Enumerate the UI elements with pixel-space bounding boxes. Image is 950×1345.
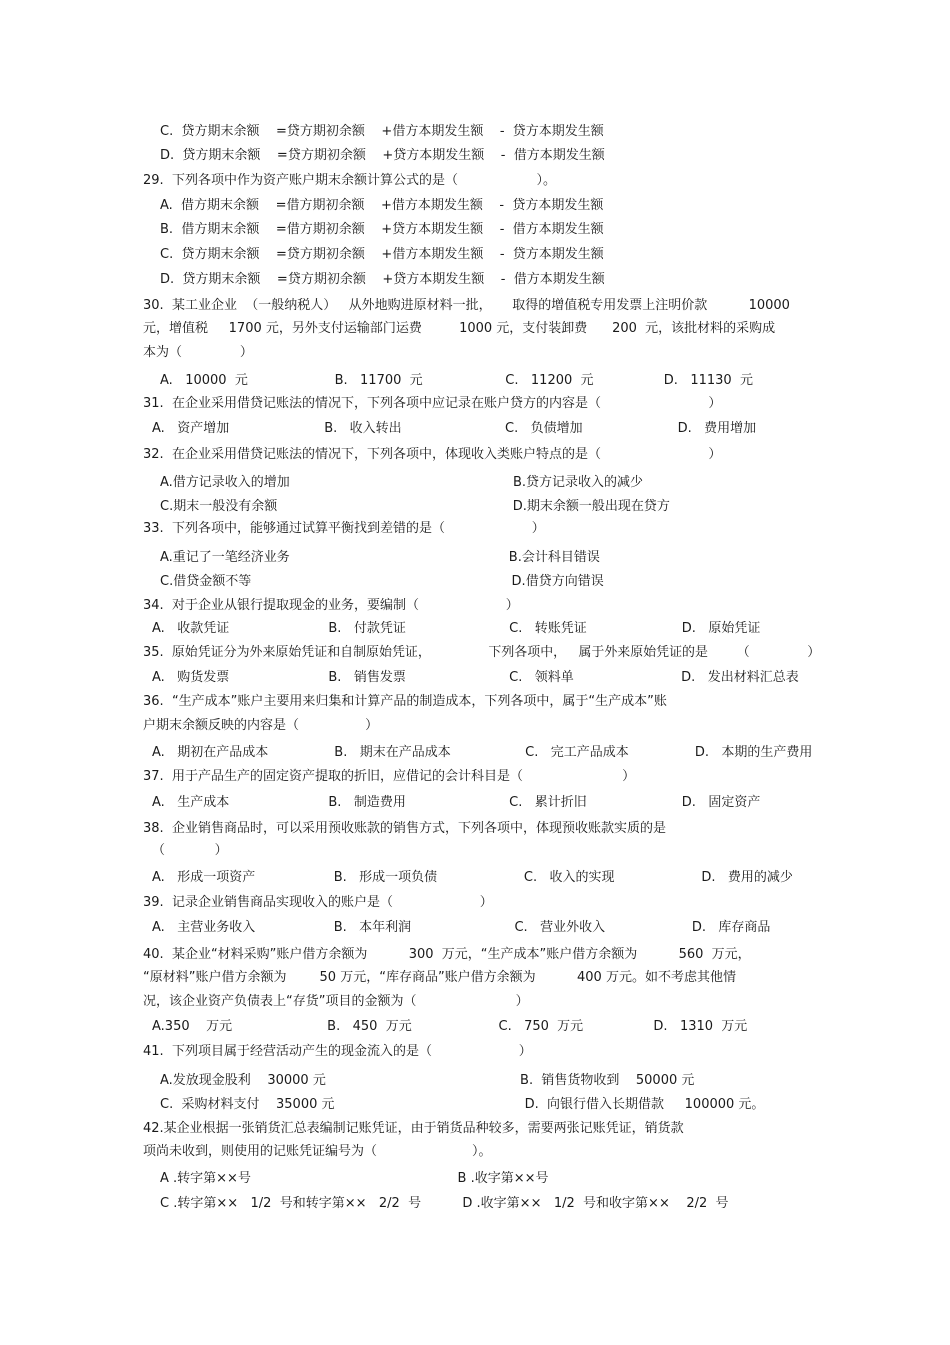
text-line: A. 资产增加 B. 收入转出 C. 负债增加 D. 费用增加	[152, 421, 757, 436]
text-line: 29. 下列各项中作为资产账户期末余额计算公式的是（ ）。	[143, 173, 556, 188]
text-line: 况，该企业资产负债表上“存货”项目的金额为（ ）	[143, 994, 529, 1009]
text-line: 本为（ ）	[143, 345, 253, 360]
text-line: C .转字第×× 1/2 号和转字第×× 2/2 号 D .收字第×× 1/2 号和收字第×× 2/2 号	[160, 1196, 729, 1211]
text-line: 项尚未收到，则使用的记账凭证编号为（ ）。	[143, 1144, 492, 1159]
text-line: 31. 在企业采用借贷记账法的情况下，下列各项中应记录在账户贷方的内容是（ ）	[143, 396, 722, 411]
text-line: C. 采购材料支付 35000 元 D. 向银行借入长期借款 100000 元。	[160, 1097, 765, 1112]
text-line: A. 收款凭证 B. 付款凭证 C. 转账凭证 D. 原始凭证	[152, 621, 761, 636]
text-line: A.借方记录收入的增加 B.贷方记录收入的减少	[160, 475, 643, 490]
text-line: A.重记了一笔经济业务 B.会计科目错误	[160, 550, 600, 565]
text-line: D. 贷方期末余额 =贷方期初余额 +贷方本期发生额 - 借方本期发生额	[160, 148, 605, 163]
text-line: 32. 在企业采用借贷记账法的情况下，下列各项中，体现收入类账户特点的是（ ）	[143, 447, 722, 462]
text-line: 42.某企业根据一张销货汇总表编制记账凭证，由于销货品种较多，需要两张记账凭证，销货款	[143, 1121, 684, 1136]
text-line: 元，增值税 1700 元，另外支付运输部门运费 1000 元，支付装卸费 200 元，该批材料的采购成	[143, 321, 776, 336]
text-line: D. 贷方期末余额 =贷方期初余额 +贷方本期发生额 - 借方本期发生额	[160, 272, 605, 287]
text-line: A.发放现金股利 30000 元 B. 销售货物收到 50000 元	[160, 1073, 695, 1088]
text-line: A. 形成一项资产 B. 形成一项负债 C. 收入的实现 D. 费用的减少	[152, 870, 793, 885]
text-line: C. 贷方期末余额 =贷方期初余额 +借方本期发生额 - 贷方本期发生额	[160, 247, 604, 262]
text-line: 41. 下列项目属于经营活动产生的现金流入的是（ ）	[143, 1044, 532, 1059]
text-line: 39. 记录企业销售商品实现收入的账户是（ ）	[143, 895, 493, 910]
text-line: 34. 对于企业从银行提取现金的业务，要编制（ ）	[143, 598, 519, 613]
text-line: 36. “生产成本”账户主要用来归集和计算产品的制造成本，下列各项中，属于“生产成本”账	[143, 694, 667, 709]
text-line: B. 借方期末余额 =借方期初余额 +贷方本期发生额 - 借方本期发生额	[160, 222, 604, 237]
text-line: 30. 某工业企业 （一般纳税人） 从外地购进原材料一批， 取得的增值税专用发票上注明价款 10000	[143, 298, 790, 313]
text-line: “原材料”账户借方余额为 50 万元，“库存商品”账户借方余额为 400 万元。如不考虑其他情	[143, 970, 736, 985]
text-line: A. 借方期末余额 =借方期初余额 +借方本期发生额 - 贷方本期发生额	[160, 198, 604, 213]
text-line: A.350 万元 B. 450 万元 C. 750 万元 D. 1310 万元	[152, 1019, 748, 1034]
text-line: C. 贷方期末余额 =贷方期初余额 +借方本期发生额 - 贷方本期发生额	[160, 124, 604, 139]
text-line: A .转字第××号 B .收字第××号	[160, 1171, 549, 1186]
text-line: A. 期初在产品成本 B. 期末在产品成本 C. 完工产品成本 D. 本期的生产费用	[152, 745, 813, 760]
text-line: 37. 用于产品生产的固定资产提取的折旧，应借记的会计科目是（ ）	[143, 769, 636, 784]
text-line: 35. 原始凭证分为外来原始凭证和自制原始凭证， 下列各项中， 属于外来原始凭证的是 （ ）	[143, 645, 821, 660]
text-line: A. 主营业务收入 B. 本年利润 C. 营业外收入 D. 库存商品	[152, 920, 771, 935]
text-line: 33. 下列各项中，能够通过试算平衡找到差错的是（ ）	[143, 521, 545, 536]
text-line: 38. 企业销售商品时，可以采用预收账款的销售方式，下列各项中，体现预收账款实质的是	[143, 821, 666, 836]
text-line: A. 购货发票 B. 销售发票 C. 领料单 D. 发出材料汇总表	[152, 670, 799, 685]
text-line: 40. 某企业“材料采购”账户借方余额为 300 万元，“生产成本”账户借方余额为 560 万元，	[143, 947, 751, 962]
text-line: A. 生产成本 B. 制造费用 C. 累计折旧 D. 固定资产	[152, 795, 761, 810]
text-line: A. 10000 元 B. 11700 元 C. 11200 元 D. 11130 元	[160, 373, 753, 388]
text-line: 户期末余额反映的内容是（ ）	[143, 718, 379, 733]
text-line: C.期末一般没有余额 D.期末余额一般出现在贷方	[160, 499, 670, 514]
text-line: C.借贷金额不等 D.借贷方向错误	[160, 574, 604, 589]
text-line: （ ）	[152, 843, 228, 858]
